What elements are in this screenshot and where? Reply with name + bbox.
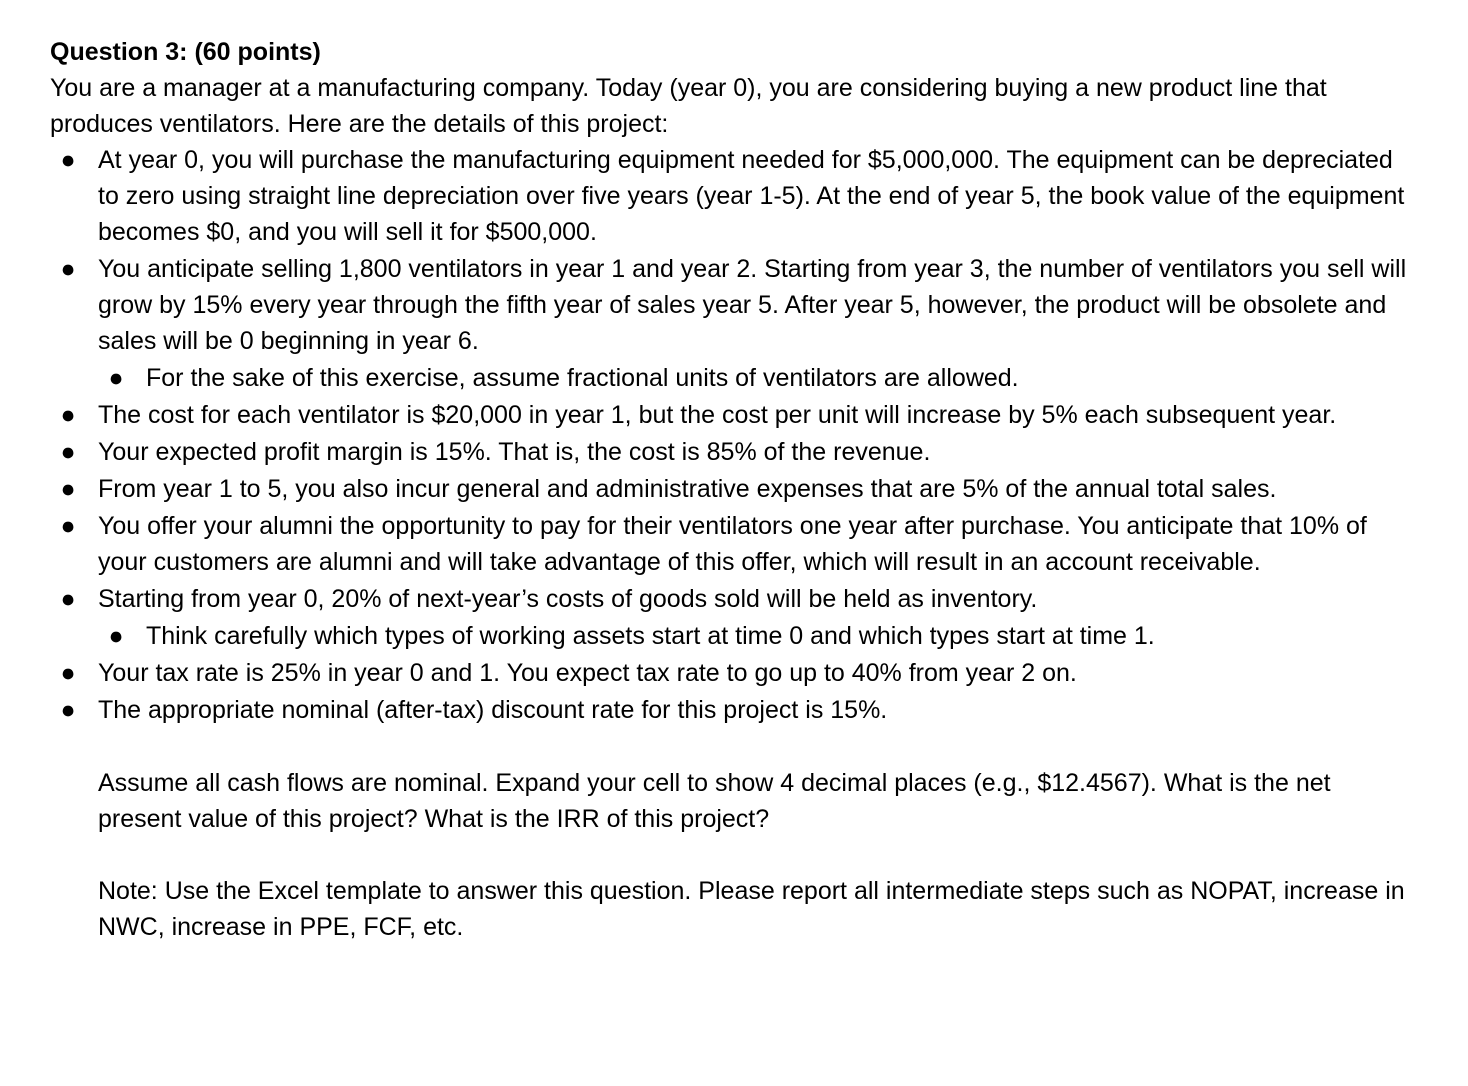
bullet-text: You offer your alumni the opportunity to pay for their ventilators one year after purchase. You anticipate that 10% of your customers are alumni and will take advantage of this offer, which will result in an account receivable. — [98, 512, 1367, 576]
bullet-icon: ● — [108, 622, 124, 650]
bullet-icon: ● — [60, 438, 76, 466]
note-paragraph: Note: Use the Excel template to answer this question. Please report all intermediate steps such as NOPAT, increase in NWC, increase in PPE, FCF, etc. — [98, 877, 1405, 941]
sub-list — [98, 618, 1420, 654]
bullet-text: Starting from year 0, 20% of next-year’s costs of goods sold will be held as inventory. — [98, 585, 1038, 613]
sub-bullet-text: For the sake of this exercise, assume fractional units of ventilators are allowed. — [146, 364, 1019, 392]
sub-bullet-text: Think carefully which types of working assets start at time 0 and which types start at time 1. — [146, 622, 1155, 650]
bullet-text: From year 1 to 5, you also incur general and administrative expenses that are 5% of the annual total sales. — [98, 475, 1277, 503]
assumption-paragraph: Assume all cash flows are nominal. Expand your cell to show 4 decimal places (e.g., $12.4567). What is the net present value of this project? What is the IRR of this project? — [98, 769, 1331, 833]
bullet-icon: ● — [60, 696, 76, 724]
bullet-text: Your expected profit margin is 15%. That is, the cost is 85% of the revenue. — [98, 438, 931, 466]
bullet-icon: ● — [108, 364, 124, 392]
list-item-equipment — [50, 142, 1420, 250]
question-intro: You are a manager at a manufacturing company. Today (year 0), you are considering buying a new product line that produces ventilators. Here are the details of this project: — [50, 74, 1327, 138]
bullet-text: You anticipate selling 1,800 ventilators in year 1 and year 2. Starting from year 3, the number of ventilators you sell will grow by 15% every year through the fifth year of sales year 5. After year 5, however, the product will be obsolete and sales will be 0 beginning in year 6. — [98, 255, 1407, 355]
list-item-accounts-receivable — [50, 508, 1420, 580]
bullet-icon: ● — [60, 255, 76, 283]
list-item-discount-rate — [50, 692, 1420, 728]
bullet-icon: ● — [60, 585, 76, 613]
sub-list-item-fractional-units — [98, 360, 1420, 396]
question-title: Question 3: (60 points) — [50, 38, 321, 66]
list-item-tax-rate — [50, 655, 1420, 691]
bullet-text: Your tax rate is 25% in year 0 and 1. You expect tax rate to go up to 40% from year 2 on. — [98, 659, 1077, 687]
project-details-list — [50, 142, 1420, 728]
bullet-text: At year 0, you will purchase the manufacturing equipment needed for $5,000,000. The equipment can be depreciated to zero using straight line depreciation over five years (year 1-5). At the end of year 5, the book value of the equipment becomes $0, and you will sell it for $500,000. — [98, 146, 1405, 246]
bullet-icon: ● — [60, 659, 76, 687]
sub-list — [98, 360, 1420, 396]
spacer — [50, 837, 1420, 873]
list-item-profit-margin — [50, 434, 1420, 470]
list-item-inventory — [50, 581, 1420, 654]
list-item-sales — [50, 251, 1420, 396]
question-document — [50, 34, 1420, 945]
bullet-icon: ● — [60, 401, 76, 429]
list-item-admin-expenses — [50, 471, 1420, 507]
spacer — [50, 729, 1420, 765]
bullet-text: The cost for each ventilator is $20,000 in year 1, but the cost per unit will increase by 5% each subsequent year. — [98, 401, 1337, 429]
sub-list-item-working-assets — [98, 618, 1420, 654]
bullet-icon: ● — [60, 512, 76, 540]
bullet-icon: ● — [60, 475, 76, 503]
bullet-icon: ● — [60, 146, 76, 174]
list-item-unit-cost — [50, 397, 1420, 433]
bullet-text: The appropriate nominal (after-tax) discount rate for this project is 15%. — [98, 696, 888, 724]
